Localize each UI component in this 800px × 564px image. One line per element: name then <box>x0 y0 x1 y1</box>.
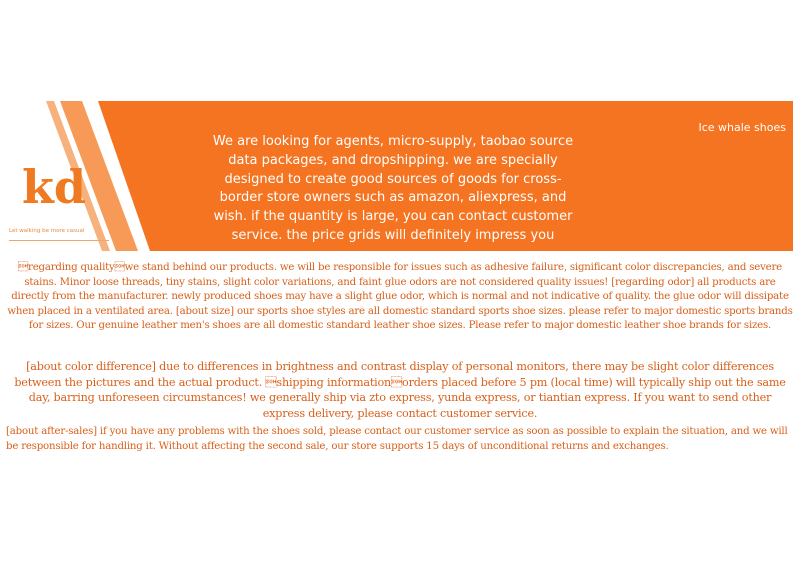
banner-headline: We are looking for agents, micro-supply, taobao source data packages, and dropshipping. we are specially designed to create good sources of goods for cross-border store owners such as amazon, aliexpress, and wish. if the quantity is large, you can contact customer service. the price grids will definitely impress you <box>212 134 574 243</box>
brand-name: Ice whale shoes <box>698 121 786 134</box>
kd-logo <box>18 159 88 215</box>
color-shipping-paragraph: [about color difference] due to differences in brightness and contrast display of personal monitors, there may be slight color differences between the pictures and the actual product. shipping informationorders placed before 5 pm (local time) will typically ship out the same day, barring unforeseen circumstances! we generally ship via zto express, yunda express, or tiantian express. If you want to send other express delivery, please contact customer service. <box>14 360 786 420</box>
logo-lettering: kd <box>22 160 87 214</box>
promo-banner <box>0 101 793 251</box>
tagline: Let walking be more casual <box>9 228 85 234</box>
after-sales-paragraph: [about after-sales] if you have any problems with the shoes sold, please contact our customer service as soon as possible to explain the situation, and we will be responsible for handling it. Without affecting the second sale, our store supports 15 days of unconditional returns and exchanges. <box>6 426 788 452</box>
tagline-underline <box>9 240 109 241</box>
quality-odor-size-paragraph: regarding qualitywe stand behind our products. we will be responsible for issues such as adhesive failure, significant color discrepancies, and severe stains. Minor loose threads, tiny stains, slight color variations, and faint glue odors are not considered quality issues! [regarding odor] all products are directly from the manufacturer. newly produced shoes may have a slight glue odor, which is normal and not indicative of quality. the glue odor will dissipate when placed in a ventilated area. [about size] our sports shoe styles are all domestic standard sports shoe sizes. please refer to major domestic sports brands for sizes. Our genuine leather men's shoes are all domestic standard leather shoe sizes. Please refer to major domestic leather shoe brands for sizes. <box>7 262 793 332</box>
